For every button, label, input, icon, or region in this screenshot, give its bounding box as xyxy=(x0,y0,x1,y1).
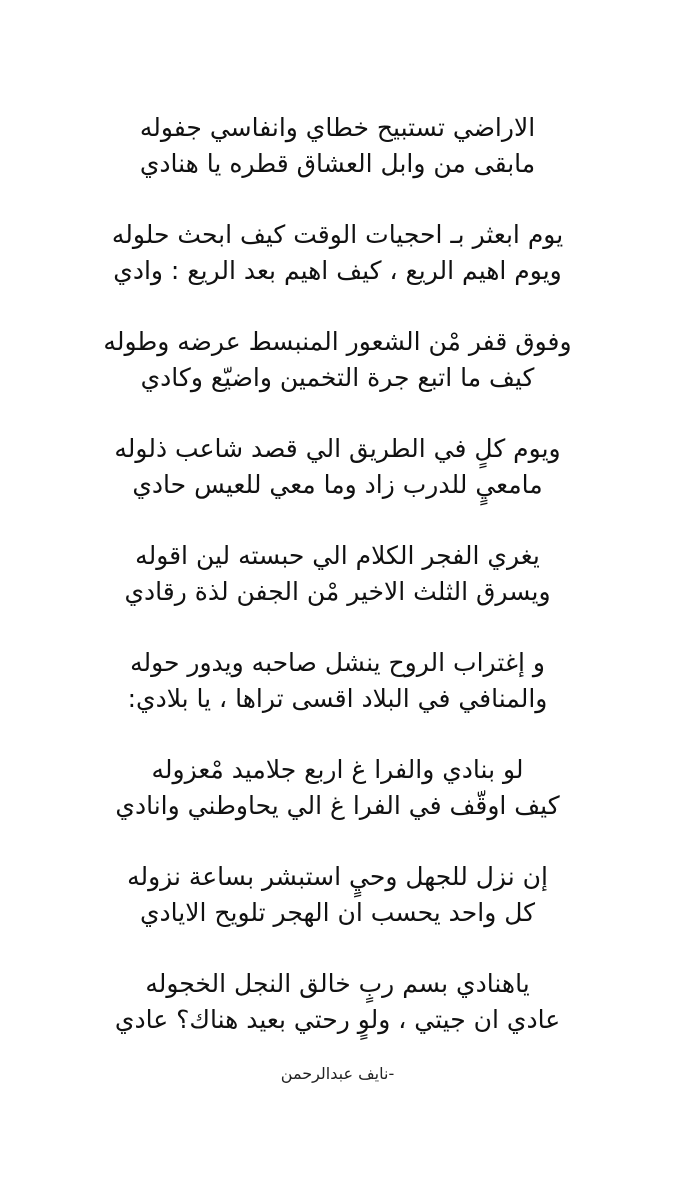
poem-line: ويسرق الثلث الاخير مْن الجفن لذة رقادي xyxy=(124,577,551,606)
stanza-4 xyxy=(0,431,675,538)
poem-line: يغري الفجر الكلام الي حبسته لين اقوله xyxy=(135,541,540,570)
poem-line: و إغتراب الروح ينشل صاحبه ويدور حوله xyxy=(130,648,545,677)
poem-line: كيف ما اتبع جرة التخمين واضيّع وكادي xyxy=(140,363,535,392)
poem-line: والمنافي في البلاد اقسى تراها ، يا بلادي: xyxy=(127,684,548,713)
poem-line: يوم ابعثر بـ احجيات الوقت كيف ابحث حلوله xyxy=(111,220,564,249)
stanza-2 xyxy=(0,217,675,324)
stanza-3 xyxy=(0,324,675,431)
poem-line: عادي ان جيتي ، ولوٍ رحتي بعيد هناك؟ عادي xyxy=(114,1005,561,1034)
poem-line: مابقى من وابل العشاق قطره يا هنادي xyxy=(139,149,536,178)
poem-line: الاراضي تستبيح خطاي وانفاسي جفوله xyxy=(139,113,536,142)
poem-line: كل واحد يحسب ان الهجر تلويح الايادي xyxy=(139,898,536,927)
poem-line: مامعيٍ للدرب زاد وما معي للعيس حادي xyxy=(132,470,543,499)
stanza-5 xyxy=(0,538,675,645)
stanza-6 xyxy=(0,645,675,752)
poet-signature: -نايف عبدالرحمن xyxy=(280,1064,395,1083)
poem-line: ياهنادي بسم ربٍ خالق النجل الخجوله xyxy=(145,969,530,998)
poem-line: إن نزل للجهل وحيٍ استبشر بساعة نزوله xyxy=(127,862,548,891)
stanza-1 xyxy=(0,110,675,217)
stanza-7 xyxy=(0,752,675,859)
poem xyxy=(0,110,675,1073)
stanza-9 xyxy=(0,966,675,1073)
poem-line: وفوق قفر مْن الشعور المنبسط عرضه وطوله xyxy=(103,327,572,356)
poem-line: لو بنادي والفرا غ اربع جلاميد مْعزوله xyxy=(151,755,524,784)
poem-line: ويوم اهيم الريع ، كيف اهيم بعد الريع : وادي xyxy=(113,256,562,285)
stanza-8 xyxy=(0,859,675,966)
poem-line: ويوم كلٍ في الطريق الي قصد شاعب ذلوله xyxy=(114,434,561,463)
poem-line: كيف اوقّف في الفرا غ الي يحاوطني وانادي xyxy=(115,791,560,820)
